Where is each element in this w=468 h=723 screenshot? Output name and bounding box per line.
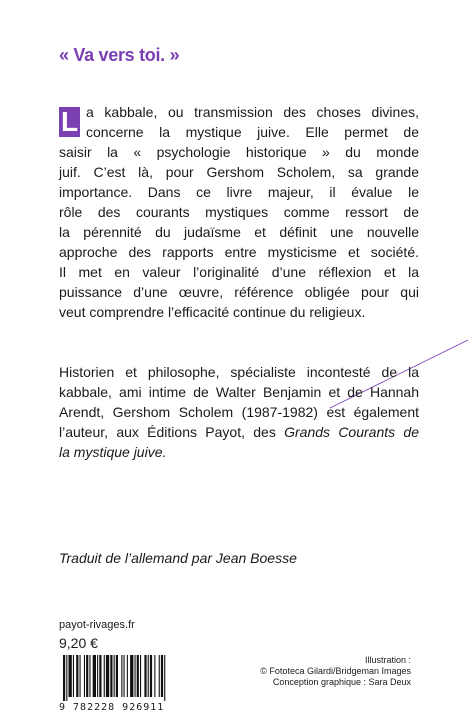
barcode-bar: [93, 655, 96, 697]
bio-line: Historien et philosophe, spécialiste incontesté de la: [59, 364, 419, 380]
barcode-bar: [66, 655, 67, 701]
barcode-bar: [164, 655, 165, 701]
blurb-line: a kabbale, ou transmission des choses divines,: [86, 104, 419, 120]
barcode-bar: [116, 655, 118, 697]
barcode-bar: [73, 655, 74, 697]
barcode-bar: [144, 655, 146, 697]
blurb-line: puissance d’une œuvre, référence obligée pour qui: [59, 284, 419, 300]
barcode-image: [59, 655, 205, 701]
bio-line: kabbale, ami intime de Walter Benjamin et de Hannah: [59, 384, 419, 400]
barcode-bar: [127, 655, 128, 697]
blurb-line: rôle des courants mystiques comme ressort de: [59, 204, 419, 220]
barcode-bar: [97, 655, 98, 697]
barcode-bar: [80, 655, 81, 697]
barcode-bar: [104, 655, 105, 697]
author-bio-paragraph: [59, 362, 419, 462]
blurb-line: importance. Dans ce livre majeur, il évalue le: [59, 184, 419, 200]
illustration-label: Illustration :: [364, 655, 411, 665]
illustration-credit: © Fototeca Gilardi/Bridgeman Images: [260, 666, 411, 676]
barcode-bar: [76, 655, 78, 697]
blurb-line: veut comprendre l’efficacité continue du religieux.: [59, 304, 366, 320]
image-credits: [260, 655, 411, 688]
barcode-bar: [63, 655, 65, 701]
barcode-bar: [99, 655, 101, 697]
barcode-bar: [161, 655, 163, 697]
bio-line: Arendt, Gershom Scholem (1987-1982) est également: [59, 404, 419, 420]
bio-line: [59, 422, 419, 442]
barcode-bar: [89, 655, 90, 697]
blurb-line: la pérennité du judaïsme et définit une nouvelle: [59, 224, 419, 240]
barcode-bar: [148, 655, 149, 697]
isbn-barcode-block: [59, 655, 205, 713]
blurb-line: saisir la « psychologie historique » du monde: [59, 144, 419, 160]
barcode-bar: [159, 655, 160, 697]
barcode-bar: [121, 655, 122, 697]
barcode-bar: [135, 655, 136, 697]
barcode-bar: [69, 655, 72, 697]
back-cover-tagline: « Va vers toi. »: [59, 45, 180, 65]
barcode-bar: [137, 655, 139, 697]
price-label: 9,20 €: [59, 635, 98, 651]
barcode-bar: [84, 655, 85, 697]
book-title-italic: Grands Courants de: [284, 424, 419, 440]
isbn-number: 9 782228 926911: [59, 702, 165, 713]
barcode-bar: [106, 655, 109, 697]
publisher-website: payot-rivages.fr: [59, 619, 135, 631]
barcode-bar: [86, 655, 88, 697]
translator-credit: Traduit de l’allemand par Jean Boesse: [59, 550, 297, 566]
barcode-bar: [124, 655, 125, 697]
blurb-paragraph: [59, 102, 419, 322]
blurb-line: Il met en valeur l’originalité d’une réflexion et la: [59, 264, 419, 280]
drop-cap-letter: L: [60, 106, 79, 137]
barcode-bar: [130, 655, 133, 697]
barcode-bar: [110, 655, 112, 697]
design-credit: Conception graphique : Sara Deux: [272, 677, 411, 687]
blurb-line: juif. C’est là, pour Gershom Scholem, sa grande: [59, 164, 419, 180]
barcode-bar: [150, 655, 152, 697]
barcode-bar: [114, 655, 115, 697]
barcode-bar: [154, 655, 155, 697]
blurb-line: concerne la mystique juive. Elle permet de: [86, 124, 419, 140]
book-title-italic: la mystique juive.: [59, 444, 167, 460]
blurb-line: approche des rapports entre mysticisme et société.: [59, 244, 419, 260]
bio-line: [59, 442, 419, 462]
bio-text: l’auteur, aux Éditions Payot, des: [59, 424, 285, 440]
barcode-bar: [140, 655, 141, 697]
